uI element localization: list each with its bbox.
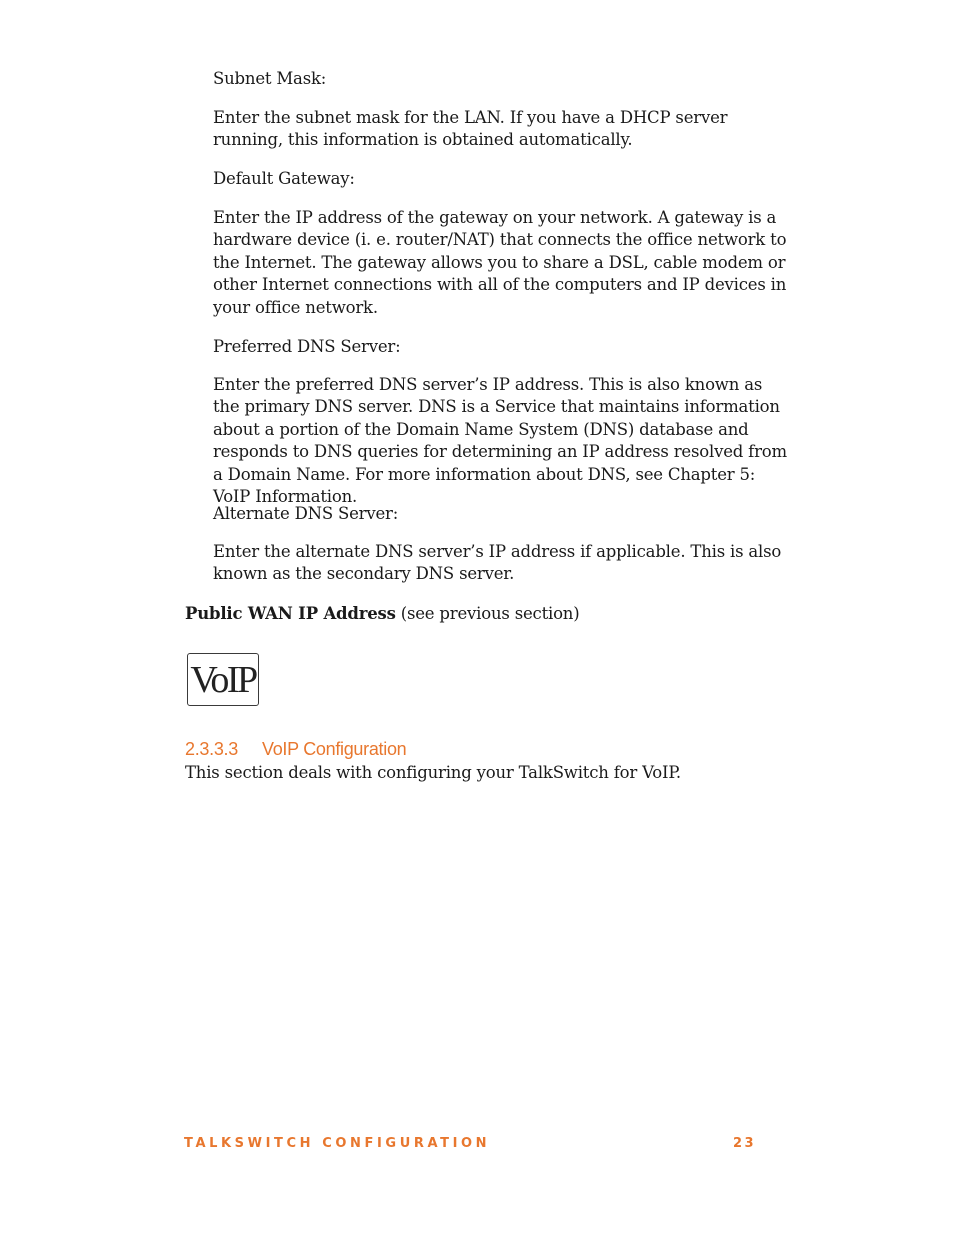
public-wan-term: Public WAN IP Address	[185, 604, 396, 623]
section-body: This section deals with configuring your TalkSwitch for VoIP.	[185, 763, 681, 782]
alternate-dns-label: Alternate DNS Server:	[213, 504, 399, 523]
preferred-dns-description: Enter the preferred DNS server’s IP address. This is also known as the primary DNS server. DNS is a Service that maintains information about a portion of the Domain Name System (DNS) database and responds to DNS queries for determining an IP address resolved from a Domain Name. For more information about DNS, see Chapter 5: VoIP Information.	[213, 375, 787, 507]
public-wan-note: (see previous section)	[395, 604, 580, 623]
default-gateway-label: Default Gateway:	[213, 169, 355, 188]
voip-logo	[187, 653, 259, 706]
section-title: VoIP Configuration	[262, 739, 407, 759]
footer-page-number: 23	[733, 1136, 757, 1151]
subnet-mask-label: Subnet Mask:	[213, 69, 327, 88]
preferred-dns-label: Preferred DNS Server:	[213, 337, 401, 356]
default-gateway-description: Enter the IP address of the gateway on your network. A gateway is a hardware device (i. e. router/NAT) that connects the office network to the Internet. The gateway allows you to share a DSL, cable modem or other Internet connections with all of the computers and IP devices in your office network.	[213, 208, 787, 317]
subnet-mask-description: Enter the subnet mask for the LAN. If you have a DHCP server running, this information is obtained automatically.	[213, 108, 728, 150]
footer-chapter-title: TALKSWITCH CONFIGURATION	[184, 1136, 491, 1151]
public-wan-paragraph	[185, 603, 785, 625]
alternate-dns-description: Enter the alternate DNS server’s IP address if applicable. This is also known as the secondary DNS server.	[213, 542, 782, 584]
section-heading	[185, 739, 406, 760]
section-number: 2.3.3.3	[185, 739, 238, 759]
voip-logo-text: VoIP	[190, 658, 256, 701]
